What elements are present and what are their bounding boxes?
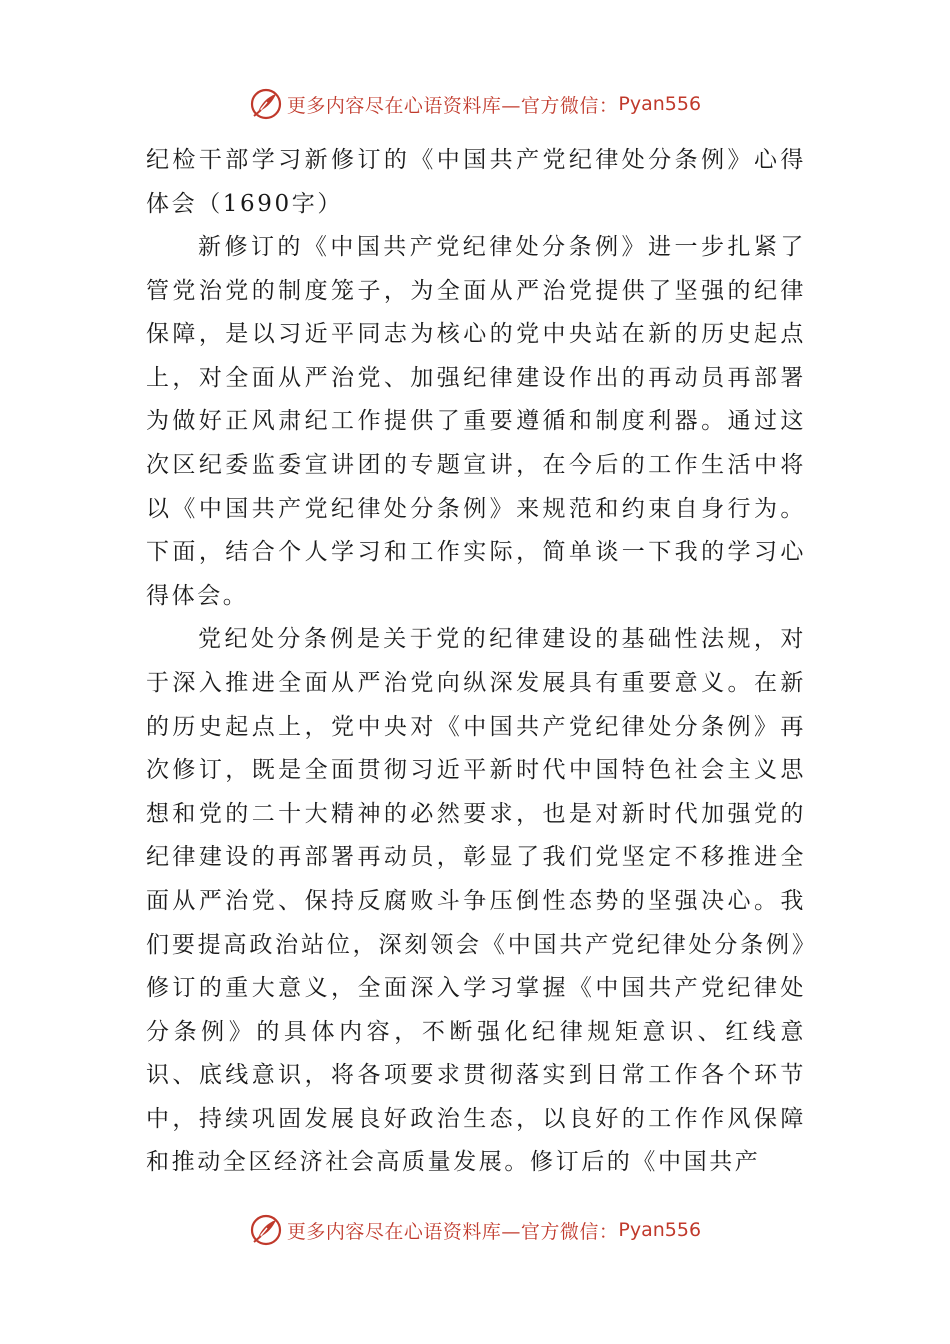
footer-banner [0, 1210, 950, 1250]
banner-wechat-id: Pyan556 [618, 1219, 702, 1241]
paragraph-2: 党纪处分条例是关于党的纪律建设的基础性法规，对于深入推进全面从严治党向纵深发展具有重要意义。在新的历史起点上，党中央对《中国共产党纪律处分条例》再次修订，既是全面贯彻习近平新时代中国特色社会主义思想和党的二十大精神的必然要求，也是对新时代加强党的纪律建设的再部署再动员，彰显了我们党坚定不移推进全面从严治党、保持反腐败斗争压倒性态势的坚强决心。我们要提高政治站位，深刻领会《中国共产党纪律处分条例》修订的重大意义，全面深入学习掌握《中国共产党纪律处分条例》的具体内容，不断强化纪律规矩意识、红线意识、底线意识，将各项要求贯彻落实到日常工作各个环节中，持续巩固发展良好政治生态，以良好的工作作风保障和推动全区经济社会高质量发展。修订后的《中国共产 [146, 626, 806, 1176]
feather-pen-icon [249, 1213, 283, 1247]
header-banner [0, 84, 950, 124]
banner-wechat-id: Pyan556 [618, 93, 702, 115]
document-title: 纪检干部学习新修订的《中国共产党纪律处分条例》心得体会（1690字） [146, 147, 806, 217]
paragraph-1: 新修订的《中国共产党纪律处分条例》进一步扎紧了管党治党的制度笼子，为全面从严治党提供了坚强的纪律保障，是以习近平同志为核心的党中央站在新的历史起点上，对全面从严治党、加强纪律建设作出的再动员再部署为做好正风肃纪工作提供了重要遵循和制度利器。通过这次区纪委监委宣讲团的专题宣讲，在今后的工作生活中将以《中国共产党纪律处分条例》来规范和约束自身行为。下面，结合个人学习和工作实际，简单谈一下我的学习心得体会。 [146, 234, 806, 609]
feather-pen-icon [249, 87, 283, 121]
document-body [146, 138, 806, 1185]
banner-text: 更多内容尽在心语资料库—官方微信： [286, 1220, 619, 1243]
banner-text: 更多内容尽在心语资料库—官方微信： [286, 94, 619, 117]
